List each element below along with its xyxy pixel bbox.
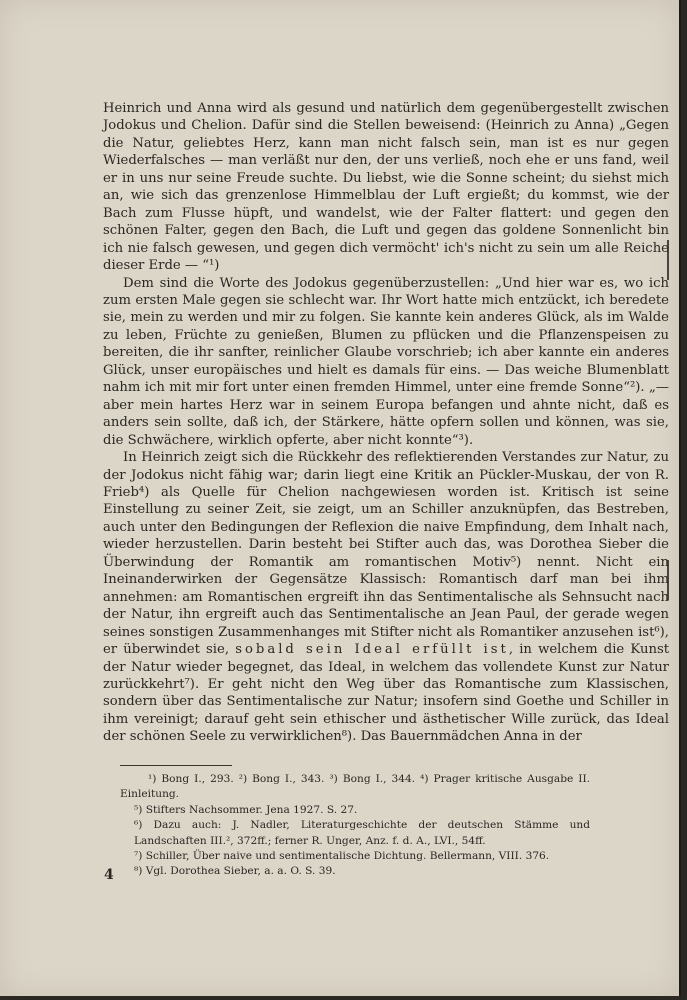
- footnote: ⁷) Schiller, Über naive und sentimentalische Dichtung. Bellermann, VIII. 376.: [134, 850, 550, 863]
- emphasized-text: sobald sein Ideal erfüllt ist: [235, 642, 509, 658]
- footnotes: [120, 772, 590, 880]
- paragraph-text: , in welchem die Kunst der Natur wieder begegnet, das Ideal, in welchem das vollendete Kunst zur Natur zurückkehrt⁷). Er geht nicht den Weg über das Romantische zum Klassischen, sondern über das Sentimentalische zur Natur; insofern sind Goethe und Schiller in ihm vereinigt; darauf geht sein ethischer und ästhetischer Wille zurück, das Ideal der schönen Seele zu verwirklichen⁸). Das Bauernmädchen Anna in der: [103, 642, 670, 745]
- paragraph-text: In Heinrich zeigt sich die Rückkehr des reflektierenden Verstandes zur Natur, zu der Jodokus nicht fähig war; darin liegt eine Kritik an Pückler-Muskau, der von R. Frieb⁴) als Quelle für Chelion nachgewiesen worden ist. Kritisch ist seine Einstellung zu seiner Zeit, sie zeigt, um an Schiller anzuknüpfen, das Bestreben, auch unter den Bedingungen der Reflexion die naive Empfindung, dem Inhalt nach, wieder herzustellen. Darin besteht bei Stifter auch das, was Dorothea Sieber die Überwindung der Romantik am romantischen Motiv⁵) nennt. Nicht ein Ineinanderwirken der Gegensätze Klassisch: Romantisch darf man bei ihm annehmen: am Romantischen ergreift ihn das Sentimentalische als Sehnsucht nach der Natur, ihn ergreift auch das Sentimentalische an Jean Paul, der gerade wegen seines sonstigen Zusammenhanges mit Stifter nicht als Romantiker anzusehen ist⁶), er überwindet sie,: [103, 450, 669, 658]
- footnote: ⁵) Stifters Nachsommer. Jena 1927. S. 27.: [134, 803, 358, 816]
- footnote-rule: [120, 765, 232, 766]
- body-text: [103, 100, 669, 746]
- paragraph: [103, 449, 669, 746]
- footnote: ⁸) Vgl. Dorothea Sieber, a. a. O. S. 39.: [134, 865, 336, 878]
- page-number: 4: [104, 867, 114, 883]
- paragraph: Heinrich und Anna wird als gesund und natürlich dem gegenübergestellt zwischen Jodokus und Chelion. Dafür sind die Stellen beweisend: (Heinrich zu Anna) „Gegen die Natur, geliebtes Herz, kann man nicht falsch sein, man ist es nur gegen Wiederfalsches — man verläßt nur den, der uns verließ, noch ehe er uns fand, weil er in uns nur seine Freude suchte. Du liebst, wie die Sonne scheint; du siehst mich an, wie sich das grenzenlose Himmelblau der Luft ergießt; du kommst, wie der Bach zum Flusse hüpft, und wandelst, wie der Falter flattert: und gegen den schönen Falter, gegen den Bach, die Luft und gegen das goldene Sonnenlicht bin ich nie falsch gewesen, und gegen dich vermöcht' ich's nicht zu sein um alle Reiche dieser Erde — “¹): [103, 101, 669, 274]
- footnote: ⁶) Dazu auch: J. Nadler, Literaturgeschichte der deutschen Stämme und Landschaften III.², 372ff.; ferner R. Unger, Anz. f. d. A., LVI., 54ff.: [134, 819, 590, 847]
- paragraph: Dem sind die Worte des Jodokus gegenüberzustellen: „Und hier war es, wo ich zum ersten Male gegen sie schlecht war. Ihr Wort hatte mich entzückt, ich beredete sie, mein zu werden und mir zu folgen. Sie kannte kein anderes Glück, als im Walde zu leben, Früchte zu genießen, Blumen zu pflücken und die Pflanzenspeisen zu bereiten, die ihr sanfter, reinlicher Glaube vorschrieb; ich aber kannte ein anderes Glück, unser europäisches und hielt es damals für eins. — Das weiche Blumenblatt nahm ich mit mir fort unter einen fremden Himmel, unter eine fremde Sonne“²). „— aber mein hartes Herz war in seinem Europa befangen und ahnte nicht, daß es anders sein sollte, daß ich, der Stärkere, hätte opfern sollen und können, was sie, die Schwächere, wirklich opferte, aber nicht konnte“³).: [103, 275, 669, 448]
- footnote: ¹) Bong I., 293. ²) Bong I., 343. ³) Bong I., 344. ⁴) Prager kritische Ausgabe II. Einleitung.: [120, 773, 590, 801]
